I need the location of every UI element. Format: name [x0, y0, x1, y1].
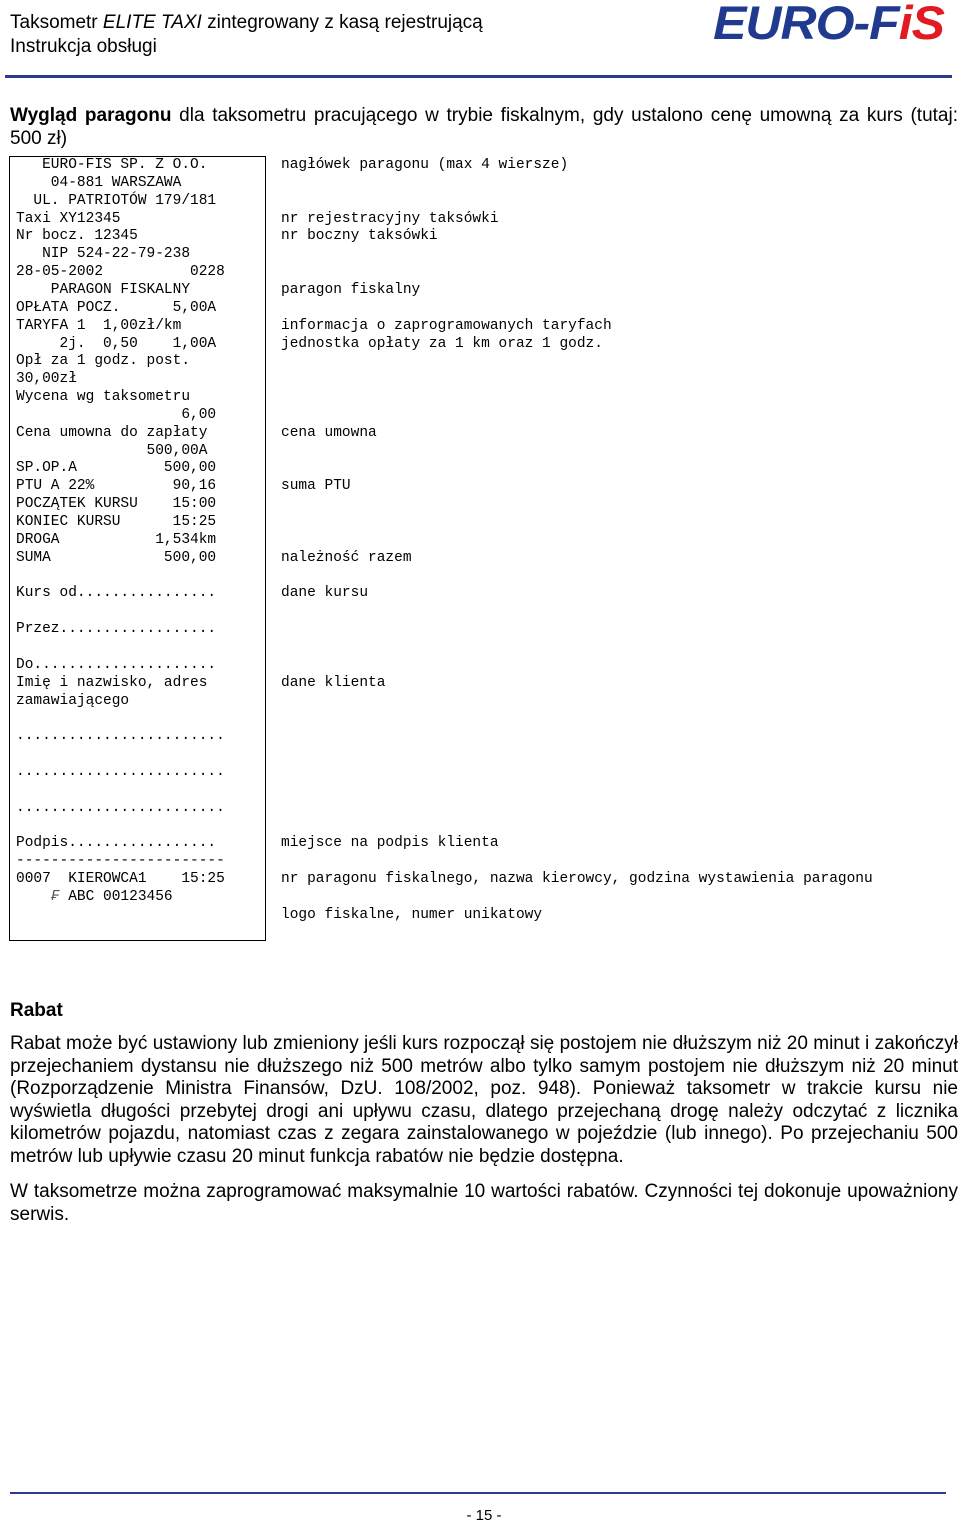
receipt-line: 0007 KIEROWCA1 15:25 [16, 871, 225, 887]
page-number: - 15 - [466, 1507, 502, 1524]
receipt-fiscal-line [16, 889, 173, 907]
document-subtitle: Instrukcja obsługi [10, 36, 157, 57]
receipt-line: ........................ [16, 763, 225, 780]
receipt-line: Taxi XY12345 [16, 210, 121, 227]
receipt-annotation: nr paragonu fiskalnego, nazwa kierowcy, godzina wystawienia paragonu [281, 871, 873, 887]
receipt-line: Cena umowna do zapłaty [16, 424, 208, 441]
receipt-line: KONIEC KURSU 15:25 [16, 514, 217, 530]
receipt-annotation: należność razem [281, 549, 412, 566]
receipt-annotation: jednostka opłaty za 1 km oraz 1 godz. [281, 335, 603, 352]
receipt-annotation: miejsce na podpis klienta [281, 835, 499, 852]
receipt-line: OPŁATA POCZ. 5,00A [16, 299, 217, 316]
receipt-line: ........................ [16, 728, 225, 745]
receipt-annotation: paragon fiskalny [281, 281, 421, 298]
receipt-line: 6,00 [16, 406, 217, 423]
receipt-annotation: informacja o zaprogramowanych taryfach [281, 317, 612, 334]
receipt-line: ------------------------ [16, 853, 225, 870]
receipt-line: Podpis................. [16, 835, 217, 852]
receipt-line: PARAGON FISKALNY [16, 281, 191, 298]
section-paragraph-2: W taksometrze można zaprogramować maksymalnie 10 wartości rabatów. Czynności tej dokonuje upoważniony serwis. [10, 1181, 958, 1225]
receipt-annotation: nr rejestracyjny taksówki [281, 210, 499, 227]
receipt-annotation: logo fiskalne, numer unikatowy [281, 906, 543, 923]
receipt-line: 30,00zł [16, 371, 77, 388]
receipt-line: EURO-FIS SP. Z O.O. [16, 157, 208, 173]
footer-divider [10, 1492, 946, 1494]
receipt-line: Imię i nazwisko, adres [16, 674, 208, 691]
receipt-line: ........................ [16, 799, 225, 816]
receipt-line: Nr bocz. 12345 [16, 228, 138, 245]
receipt-line: POCZĄTEK KURSU 15:00 [16, 496, 217, 513]
receipt-line: NIP 524-22-79-238 [16, 246, 191, 263]
receipt-line: zamawiającego [16, 692, 130, 709]
receipt-line: DROGA 1,534km [16, 531, 217, 548]
receipt-line: Do..................... [16, 656, 217, 673]
euro-fis-logo: EURO-FiS [713, 0, 944, 50]
receipt-line: Opł za 1 godz. post. [16, 353, 191, 370]
receipt-line: Kurs od................ [16, 585, 217, 602]
receipt-annotation: dane klienta [281, 674, 386, 691]
receipt-line: 04-881 WARSZAWA [16, 174, 182, 191]
fiscal-unique-number: ABC 00123456 [59, 888, 173, 905]
receipt-line: 28-05-2002 0228 [16, 264, 225, 281]
receipt-annotation: nr boczny taksówki [281, 228, 438, 245]
receipt-line: 500,00A [16, 442, 208, 459]
document-title: Taksometr ELITE TAXI zintegrowany z kasą rejestrującą [10, 12, 483, 33]
receipt-line: SUMA 500,00 [16, 549, 217, 566]
receipt-line: 2j. 0,50 1,00A [16, 335, 217, 352]
section-title: Rabat [10, 1000, 63, 1021]
receipt-line: Wycena wg taksometru [16, 389, 191, 406]
intro-paragraph: Wygląd paragonu dla taksometru pracującego w trybie fiskalnym, gdy ustalono cenę umowną za kurs (tutaj: 500 zł) [10, 105, 958, 149]
receipt-annotation: suma PTU [281, 478, 351, 495]
receipt-line: TARYFA 1 1,00zł/km [16, 317, 182, 334]
receipt-line: UL. PATRIOTÓW 179/181 [16, 192, 217, 209]
fiscal-logo-icon: ₣ [50, 888, 60, 905]
receipt-line: SP.OP.A 500,00 [16, 460, 217, 477]
receipt-annotation: dane kursu [281, 585, 369, 602]
receipt-annotation: nagłówek paragonu (max 4 wiersze) [281, 157, 569, 173]
receipt-annotation: cena umowna [281, 424, 377, 441]
section-paragraph-1: Rabat może być ustawiony lub zmieniony jeśli kurs rozpoczął się postojem nie dłuższym niż 20 minut i zakończył przejechaniem dystansu nie dłuższego niż 500 metrów albo tylko samym postojem nie dłuższym niż 20 minut (Rozporządzenie Ministra Finansów, DzU. 108/2002, poz. 948). Ponieważ taksometr w trakcie kursu nie wyświetla długości przebytej drogi ani upływu czasu, dlatego przejechaną drogę należy odczytać z licznika kilometrów pojazdu, natomiast czas z zegara zainstalowanego w pojeździe (lub innego). Po przejechaniu 500 metrów lub upływie czasu 20 minut funkcja rabatów nie będzie dostępna. [10, 1033, 958, 1167]
header-divider [5, 75, 952, 78]
receipt-line: PTU A 22% 90,16 [16, 478, 217, 495]
receipt-line: Przez.................. [16, 621, 217, 638]
